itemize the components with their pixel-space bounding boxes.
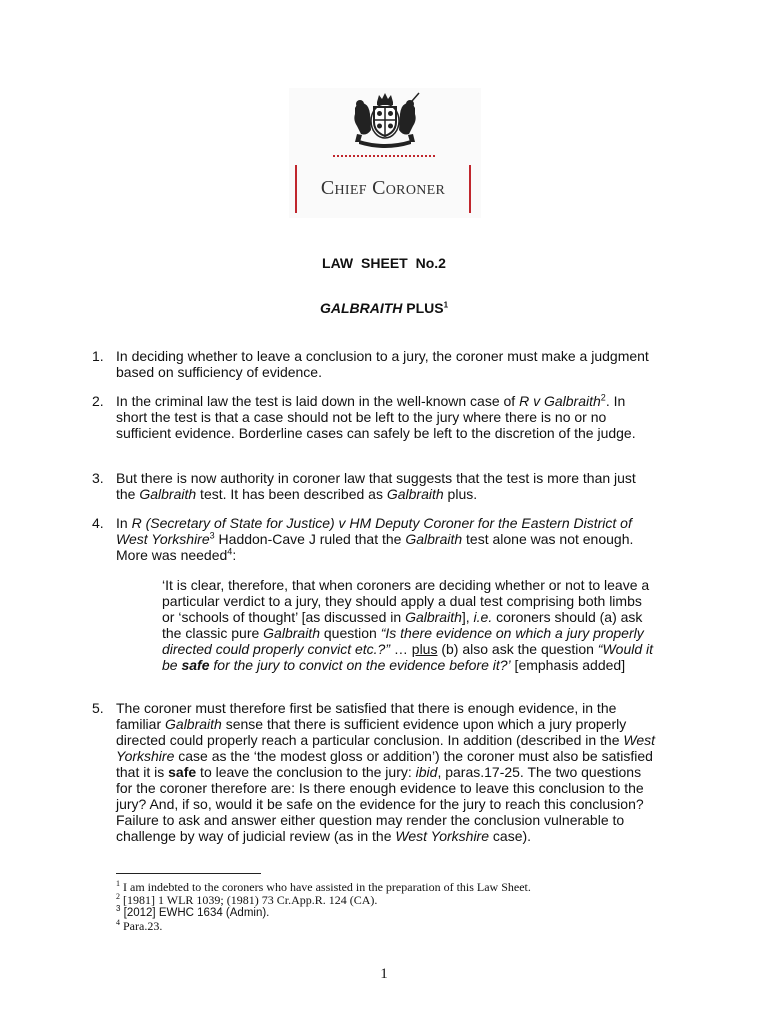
footnote-3 (116, 904, 716, 919)
footnote-number: 4 (116, 918, 120, 927)
footnote-text: I am indebted to the coroners who have assisted in the preparation of this Law Sheet. (120, 880, 531, 894)
paragraph-4 (92, 515, 656, 563)
footnote-text: Para.23. (120, 919, 163, 933)
paragraph-2 (92, 392, 656, 441)
footnote-text: [2012] EWHC 1634 (Admin). (120, 907, 270, 919)
text-run: case). (489, 828, 532, 844)
text-run: sense that there is sufficient evidence upon which a jury properly directed could properly reach a particular conclusion. In addition (described in the (116, 716, 627, 748)
paragraph-number: 3. (92, 470, 104, 486)
text-run: Haddon-Cave J ruled that the (214, 531, 406, 547)
case-name: Galbraith (139, 486, 197, 502)
document-subtitle (0, 300, 768, 316)
paragraph-3 (92, 470, 656, 502)
abbreviation: i.e. (473, 609, 493, 625)
text-run: plus. (443, 486, 478, 502)
text-run: But there is now authority in coroner law that suggests that the test is more than just the (116, 470, 636, 502)
quoted-question: for the jury to convict on the evidence before it?’ (209, 657, 511, 673)
logo-text: Chief Coroner (320, 177, 446, 199)
paragraph-5 (92, 700, 656, 844)
quoted-question: “Is there evidence on which a jury properly directed could properly convict etc.?” (162, 625, 644, 657)
abbreviation: ibid (415, 764, 438, 780)
footnote-ref: 1 (443, 300, 449, 310)
subtitle-italic: GALBRAITH (319, 300, 403, 316)
case-name: Galbraith (386, 486, 444, 502)
text-run: case as the ‘the modest gloss or addition’) the coroner must also be satisfied that it is (116, 748, 653, 780)
case-name: Galbraith (405, 531, 463, 547)
royal-coat-of-arms-icon (345, 90, 425, 148)
text-run: test alone was not enough. More was needed (116, 531, 634, 563)
chief-coroner-logo (289, 88, 481, 218)
paragraph-text: In deciding whether to leave a conclusion to a jury, the coroner must make a judgment based on sufficiency of evidence. (116, 348, 649, 380)
quoted-question: “Would it be (162, 641, 654, 673)
text-run: test. It has been described as (196, 486, 387, 502)
case-name: West Yorkshire (116, 732, 656, 764)
text-run: In the criminal law the test is laid down in the well-known case of (116, 393, 520, 409)
case-name: R (Secretary of State for Justice) v HM Deputy Coroner for the Eastern District of West Yorkshire (116, 515, 632, 547)
footnote-ref: 2 (600, 392, 606, 403)
paragraph-number: 2. (92, 393, 104, 409)
block-quote (162, 577, 654, 673)
text-run: : (232, 547, 237, 563)
footnote-number: 1 (116, 879, 120, 888)
paragraph-number: 4. (92, 515, 104, 531)
emphasis-word: safe (181, 657, 210, 673)
footnote-number: 2 (116, 892, 120, 901)
text-run: . In short the test is that a case should not be left to the jury where there is no or no sufficient evidence. Borderline cases can safely be left to the discretion of the judge. (116, 393, 636, 441)
document-title: LAW SHEET No.2 (322, 255, 446, 271)
paragraph-number: 5. (92, 700, 104, 716)
underlined-word: plus (411, 641, 438, 657)
text-run: … (390, 641, 412, 657)
text-run: (b) also ask the question (437, 641, 598, 657)
case-name: West Yorkshire (395, 828, 490, 844)
text-run: coroners should (a) ask the classic pure (162, 609, 643, 641)
logo-right-bar (469, 165, 471, 213)
text-run: , paras.17-25. The two questions for the coroner therefore are: Is there enough evidence to leave this conclusion to the jury? And, if so, would it be safe on the evidence for the jury to reach this conclusion? Failure to ask and answer either question may render the conclusion vulnerable to challenge by way of judicial review (as in the (116, 764, 644, 844)
footnote-2 (116, 894, 716, 906)
emphasis-word: safe (168, 764, 197, 780)
case-name: Galbraith (405, 609, 462, 625)
case-name: Galbraith (165, 716, 222, 732)
logo-dotted-divider (333, 155, 435, 157)
footnote-ref: 4 (227, 546, 233, 557)
footnote-text: [1981] 1 WLR 1039; (1981) 73 Cr.App.R. 124 (CA). (120, 893, 378, 907)
page-number: 1 (380, 966, 388, 982)
text-run: The coroner must therefore first be satisfied that there is enough evidence, in the familiar (116, 700, 617, 732)
text-run: to leave the conclusion to the jury: (196, 764, 416, 780)
subtitle-rest: PLUS (402, 300, 444, 316)
text-run: ], (461, 609, 474, 625)
footnote-1 (116, 881, 716, 893)
text-run: In (116, 515, 132, 531)
text-run: ‘It is clear, therefore, that when coroners are deciding whether or not to leave a particular verdict to a jury, they should apply a dual test comprising both limbs or ‘schools of thought’ [as discussed in (162, 577, 650, 625)
footnote-number: 3 (116, 904, 121, 914)
footnote-4 (116, 920, 716, 932)
paragraph-number: 1. (92, 348, 104, 364)
text-run: question (319, 625, 381, 641)
case-name: R v Galbraith (519, 393, 601, 409)
paragraph-1 (92, 348, 656, 380)
footnote-rule (116, 873, 261, 874)
case-name: Galbraith (263, 625, 320, 641)
text-run: [emphasis added] (510, 657, 626, 673)
footnote-ref: 3 (209, 530, 215, 541)
